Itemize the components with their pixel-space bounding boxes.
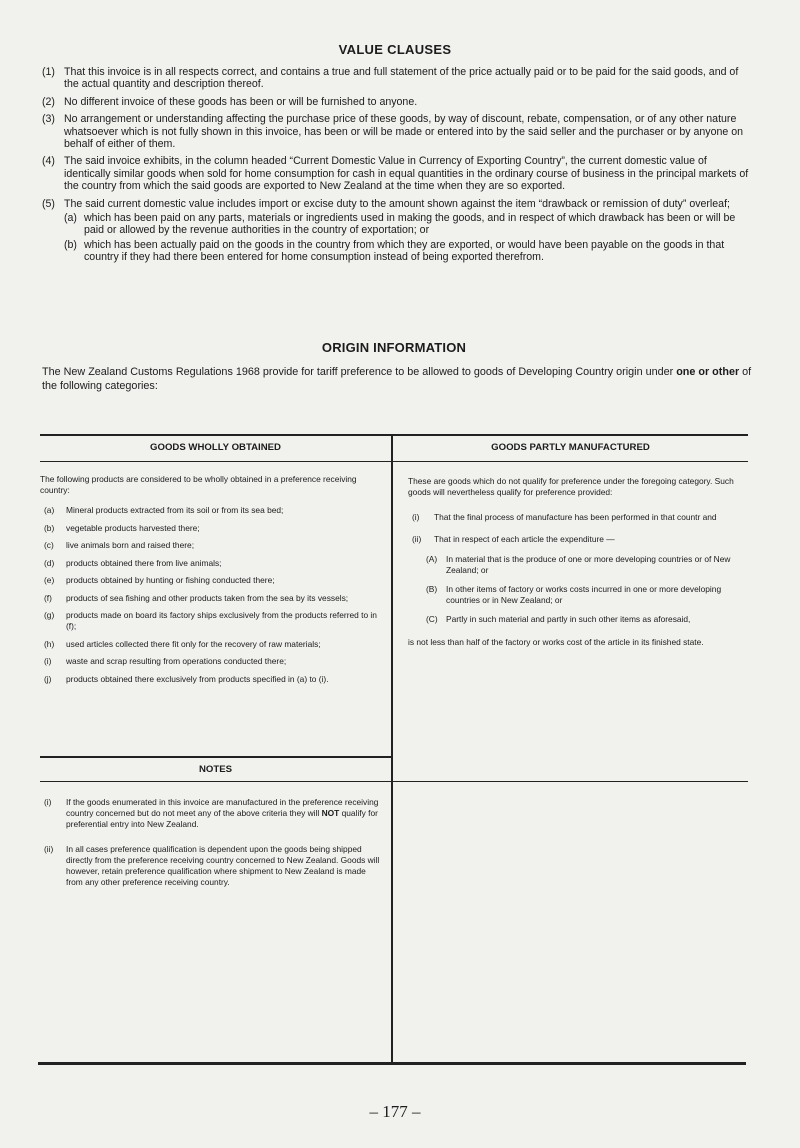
clause-5: (5) The said current domestic value includes import or excise duty to the amount shown against the item “drawback or remission of duty” overleaf;: [42, 197, 730, 210]
goods-partly-manufactured-heading: GOODS PARTLY MANUFACTURED: [491, 442, 650, 453]
goods-partly-manufactured-conclusion: is not less than half of the factory or works cost of the article in its finished state.: [408, 637, 704, 647]
list-item: (B) In other items of factory or works costs incurred in one or more developing countries or in New Zealand; or: [426, 584, 722, 605]
note-item: (ii) In all cases preference qualification is dependent upon the goods being shipped directly from the preference receiving country concerned to New Zealand. Goods will however, retain preference qualification where shipment to New Zealand is made from any other preference receiving country.: [44, 844, 380, 887]
list-item: (i) waste and scrap resulting from operations conducted there;: [44, 656, 287, 666]
clause-5a: (a) which has been paid on any parts, materials or ingredients used in making the goods, and in respect of which drawback has been or will be paid or allowed by the revenue authorities in the country of exportation; or: [64, 212, 736, 237]
list-item: (f) products of sea fishing and other products taken from the sea by its vessels;: [44, 592, 349, 603]
list-item: (j) products obtained there exclusively from products specified in (a) to (i).: [44, 673, 329, 684]
list-item: (A) In material that is the produce of one or more developing countries or of New Zealand; or: [426, 554, 731, 575]
clause-3: (3) No arrangement or understanding affecting the purchase price of these goods, by way of discount, rebate, compensation, or of any other nature whatsoever which is not fully shown in this invoice, has been or will be made or entered into by the said seller and the purchaser or by anyone on behalf of either of them.: [42, 113, 743, 151]
notes-divider-rule: [40, 781, 748, 782]
header-divider-rule: [40, 461, 748, 462]
clause-1: (1) That this invoice is in all respects correct, and contains a true and full statement of the price actually paid or to be paid for the said goods, and of the actual quantity and description thereof.: [42, 66, 739, 91]
notes-body: [40, 797, 380, 895]
table-bottom-rule: [38, 1062, 746, 1065]
list-item: (d) products obtained there from live animals;: [44, 557, 222, 568]
origin-intro: The New Zealand Customs Regulations 1968 provide for tariff preference to be allowed to goods of Developing Country origin under one or other of the following categories:: [42, 366, 752, 392]
value-clauses-list: [42, 66, 754, 266]
column-divider: [391, 434, 393, 1064]
note-item: (i) If the goods enumerated in this invoice are manufactured in the preference receiving country concerned but do not meet any of the above criteria they will NOT qualify for preferential entry into New Zealand.: [44, 797, 379, 829]
list-item: (b) vegetable products harvested there;: [44, 522, 200, 533]
clause-5b: (b) which has been actually paid on the goods in the country from which they are exported, or would have been payable on the goods in that country if they had there been entered for home consumption instead of being exported therefrom.: [64, 238, 725, 264]
goods-partly-manufactured-intro: These are goods which do not qualify for preference under the foregoing category. Such goods will nevertheless qualify for preference provided:: [408, 476, 734, 497]
origin-information-heading: ORIGIN INFORMATION: [321, 340, 467, 355]
notes-top-rule: [40, 756, 391, 758]
list-item: (ii) That in respect of each article the expenditure —: [412, 534, 615, 544]
page-number: – 177 –: [369, 1102, 421, 1121]
list-item: (g) products made on board its factory ships exclusively from the products referred to in (f);: [44, 610, 377, 631]
list-item: (C) Partly in such material and partly in such other items as aforesaid,: [426, 614, 691, 624]
list-item: (i) That the final process of manufacture has been performed in that countr and: [412, 512, 717, 522]
notes-heading: NOTES: [198, 764, 233, 775]
table-top-rule: [40, 434, 748, 436]
clause-4: (4) The said invoice exhibits, in the column headed “Current Domestic Value in Currency of Exporting Country”, the current domestic value of identically similar goods when sold for home consumption for cash in equal quantities in the ordinary course of business in the principal markets of the country from which the said goods are exported to New Zealand at the time when they are so exported.: [42, 155, 749, 193]
goods-wholly-obtained-intro: The following products are considered to be wholly obtained in a preference receiving country:: [40, 474, 357, 495]
goods-wholly-obtained-heading: GOODS WHOLLY OBTAINED: [150, 442, 281, 453]
list-item: (a) Mineral products extracted from its soil or from its sea bed;: [44, 505, 284, 515]
goods-wholly-obtained-body: [40, 474, 380, 691]
goods-partly-manufactured-body: [408, 476, 748, 648]
list-item: (h) used articles collected there fit only for the recovery of raw materials;: [44, 638, 321, 649]
clause-2: (2) No different invoice of these goods has been or will be furnished to anyone.: [42, 95, 418, 108]
list-item: (e) products obtained by hunting or fishing conducted there;: [44, 575, 275, 585]
value-clauses-heading: VALUE CLAUSES: [338, 42, 452, 57]
list-item: (c) live animals born and raised there;: [44, 540, 195, 550]
